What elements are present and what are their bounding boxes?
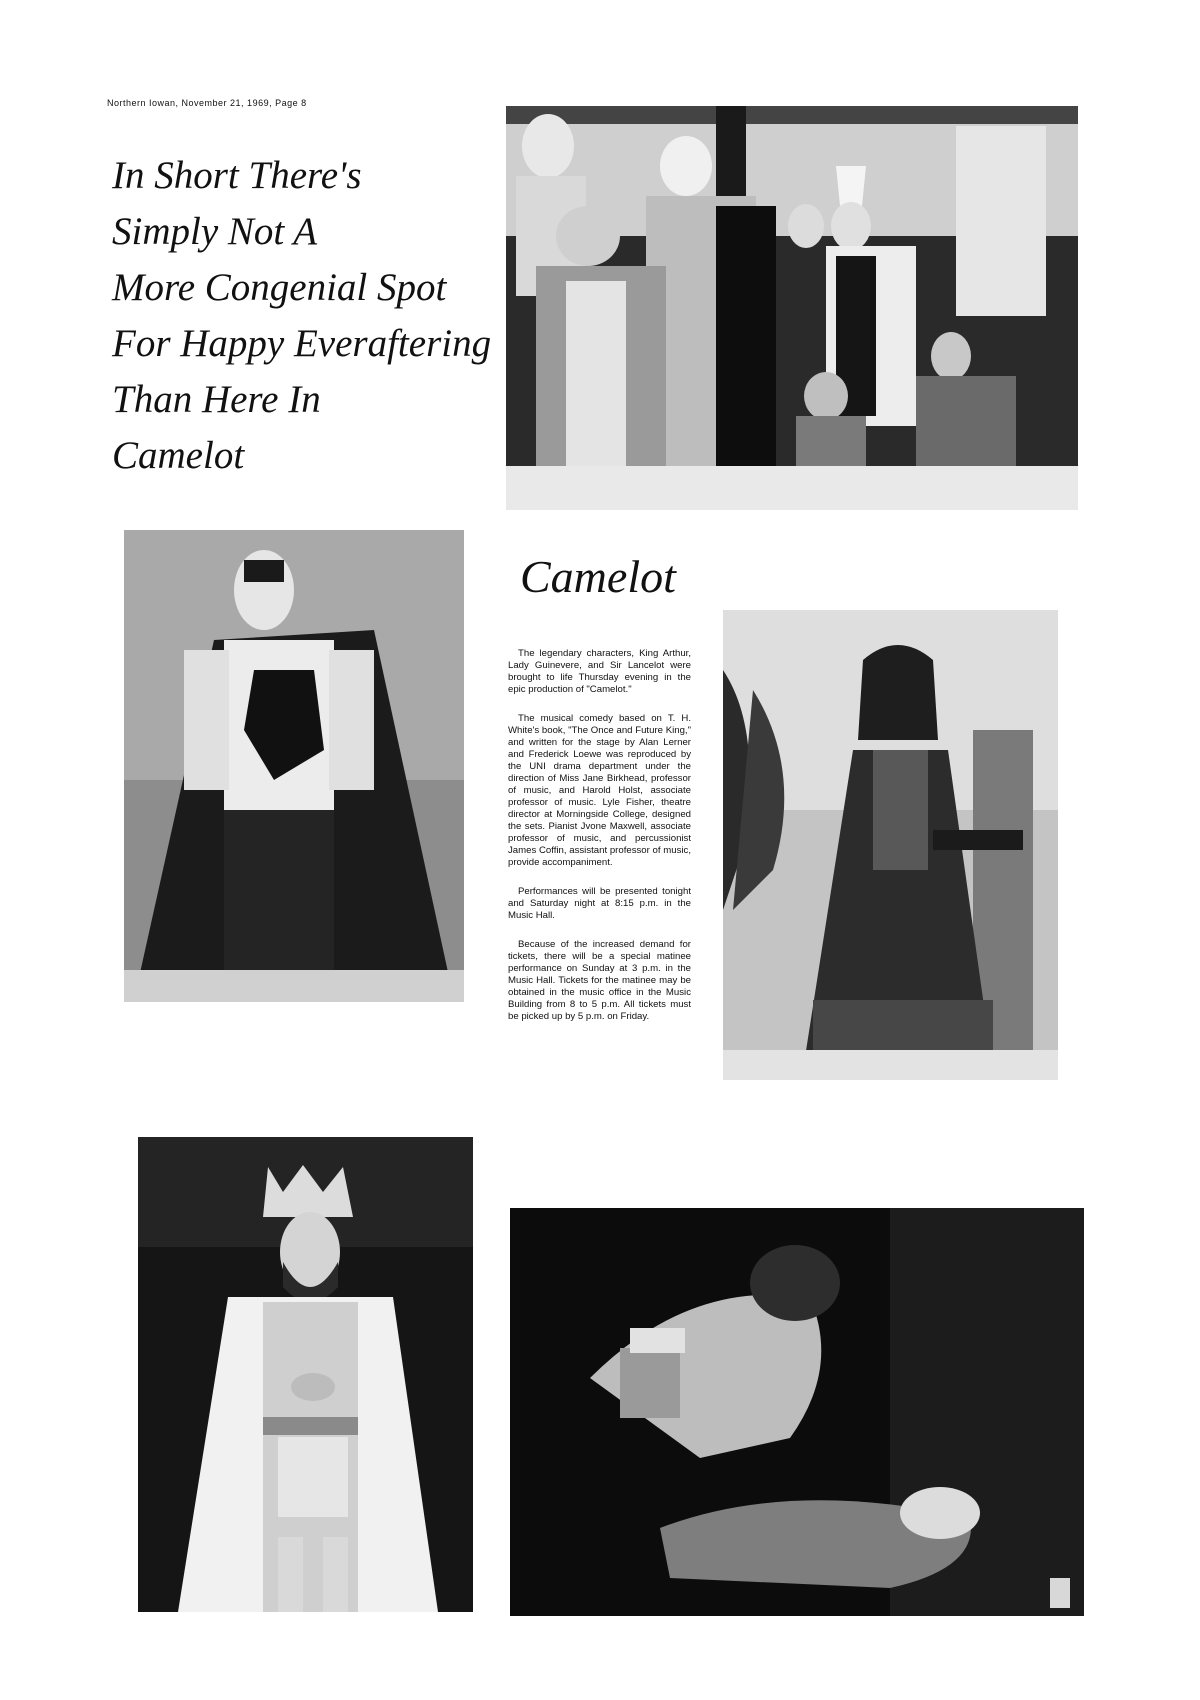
headline-line: More Congenial Spot <box>112 266 447 309</box>
article-paragraph: Performances will be presented tonight and Saturday night at 8:15 p.m. in the Music Hall. <box>508 886 691 921</box>
headline <box>112 148 492 484</box>
headline-line: Than Here In <box>112 378 321 421</box>
article-body <box>508 648 691 1040</box>
article-paragraph: Because of the increased demand for tickets, there will be a special matinee performance on Sunday at 3 p.m. in the Music Hall. Tickets for the matinee may be obtained in the music office in the Music Building from 8 to 5 p.m. All tickets must be picked up by 5 p.m. on Friday. <box>508 939 691 1022</box>
photo-guinevere <box>723 610 1058 1080</box>
article-title: Camelot <box>520 551 676 602</box>
headline-line: Camelot <box>112 434 245 477</box>
headline-line: In Short There's <box>112 154 362 197</box>
photo-king-arthur <box>138 1137 473 1612</box>
photo-dramatic-scene <box>510 1208 1084 1616</box>
article-paragraph: The legendary characters, King Arthur, Lady Guinevere, and Sir Lancelot were brought to life Thursday evening in the epic production of "Camelot." <box>508 648 691 695</box>
page-folio: Northern Iowan, November 21, 1969, Page 8 <box>107 98 307 108</box>
headline-line: Simply Not A <box>112 210 318 253</box>
headline-line: For Happy Everaftering <box>112 322 492 365</box>
article-paragraph: The musical comedy based on T. H. White's book, "The Once and Future King," and written for the stage by Alan Lerner and Frederick Loewe was reproduced by the UNI drama department under the direction of Miss Jane Birkhead, professor of music, and Harold Holst, associate professor of music. Lyle Fisher, theatre director at Morningside College, designed the sets. Pianist Jvone Maxwell, associate professor of music, and percussionist James Coffin, assistant professor of music, provide accompaniment. <box>508 713 691 868</box>
photo-lancelot <box>124 530 464 1002</box>
photo-ensemble-cast <box>506 106 1078 510</box>
